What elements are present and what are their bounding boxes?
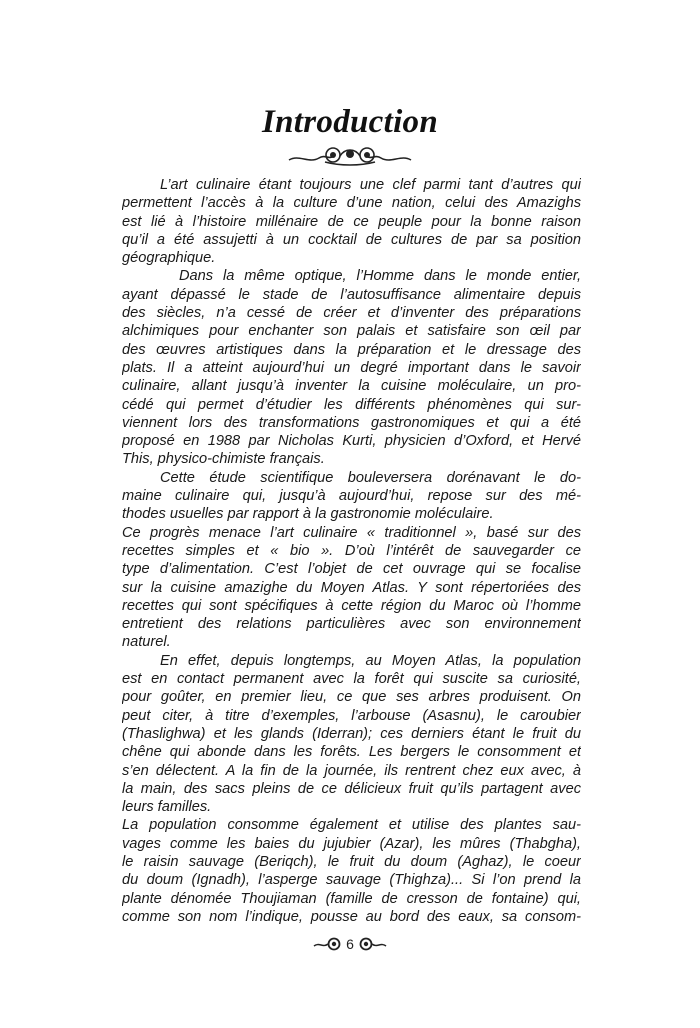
text-line: chêne qui abonde dans les forêts. Les bergers le consomment et <box>122 744 581 761</box>
text-line: du doum (Ignadh), l’asperge sauvage (Thighza)... Si l’on prend la <box>122 872 581 889</box>
text-line: alchimiques pour enchanter son palais et satisfaire son œil par <box>122 323 581 340</box>
text-line: Dans la même optique, l’Homme dans le monde entier, <box>179 268 581 285</box>
text-line: Ce progrès menace l’art culinaire « traditionnel », basé sur des <box>122 524 581 541</box>
text-line: cédé qui permet d’étudier les différents phénomènes qui sur- <box>122 396 581 413</box>
text-line: (Thaslighwa) et les glands (Iderran); ces derniers étant le fruit du <box>122 725 581 742</box>
text-line: naturel. <box>122 634 171 651</box>
text-line: le raisin sauvage (Beriqch), le fruit du doum (Aghaz), le coeur <box>122 853 581 870</box>
text-line: plante dénomée Thoujiaman (famille de cresson de fontaine) qui, <box>122 890 581 907</box>
text-line: La population consomme également et utilise des plantes sau- <box>122 817 581 834</box>
text-line: ayant dépassé le stade de l’autosuffisance alimentaire depuis <box>122 286 581 303</box>
title-ornament-icon <box>285 144 415 168</box>
text-line: est en contact permanent avec la forêt qui suscite sa curiosité, <box>122 671 581 688</box>
text-line: la main, des sacs pleins de ce délicieux fruit qu’ils partagent avec <box>122 780 581 797</box>
right-ornament-icon <box>359 937 387 951</box>
text-line: des œuvres artistiques dans la préparation et le dressage des <box>122 341 581 358</box>
text-line: culinaire, allant jusqu’à inventer la cuisine moléculaire, un pro- <box>122 378 581 395</box>
text-line: type d’alimentation. C’est l’objet de cet ouvrage qui se focalise <box>122 561 581 578</box>
text-line: géographique. <box>122 250 216 267</box>
text-line: s’en délectent. A la fin de la journée, ils rentrent chez eux avec, à <box>122 762 581 779</box>
page-footer <box>0 936 700 952</box>
text-line: leurs familles. <box>122 799 212 816</box>
page-number: 6 <box>346 936 354 952</box>
text-line: maine culinaire qui, jusqu’à aujourd’hui, repose sur des mé- <box>122 488 581 505</box>
text-line: En effet, depuis longtemps, au Moyen Atlas, la population <box>160 652 581 669</box>
text-line: pour goûter, en premier lieu, ce que ses arbres produisent. On <box>122 689 581 706</box>
text-line: This, physico-chimiste français. <box>122 451 325 468</box>
text-line: thodes usuelles par rapport à la gastronomie moléculaire. <box>122 506 494 523</box>
text-line: peut citer, à titre d’exemples, l’arbouse (Asasnu), le caroubier <box>122 707 581 724</box>
text-line: des siècles, n’a cessé de créer et d’inventer des préparations <box>122 305 581 322</box>
text-line: recettes simples et « bio ». D’où l’intérêt de sauvegarder ce <box>122 542 581 559</box>
text-line: viennent lors des transformations gastronomiques et qui a été <box>122 414 581 431</box>
text-line: Cette étude scientifique bouleversera dorénavant le do- <box>160 469 581 486</box>
text-line: sur la cuisine amazighe du Moyen Atlas. Y sont répertoriées des <box>122 579 581 596</box>
text-line: L’art culinaire étant toujours une clef parmi tant d’autres qui <box>160 177 581 193</box>
text-line: est lié à l’histoire millénaire de ce peuple pour la bonne raison <box>122 213 581 230</box>
page-title: Introduction <box>262 104 438 140</box>
text-line: proposé en 1988 par Nicholas Kurti, physicien d’Oxford, et Hervé <box>122 433 581 450</box>
text-line: comme son nom l’indique, pousse au bord des eaux, sa consom- <box>122 908 581 925</box>
text-line: entretient des relations particulières avec son environnement <box>122 616 581 633</box>
body-text <box>122 176 581 926</box>
text-line: vages comme les baies du jujubier (Azar), les mûres (Thabgha), <box>122 835 581 852</box>
text-line: permettent l’accès à la culture d’une nation, celui des Amazighs <box>122 195 581 212</box>
text-line: recettes qui sont spécifiques à cette région du Maroc où l’homme <box>122 597 581 614</box>
text-line: qu’il a été assujetti à un cocktail de cultures de par sa position <box>122 231 581 248</box>
text-line: plats. Il a atteint aujourd’hui un degré important dans le savoir <box>122 359 581 376</box>
left-ornament-icon <box>313 937 341 951</box>
